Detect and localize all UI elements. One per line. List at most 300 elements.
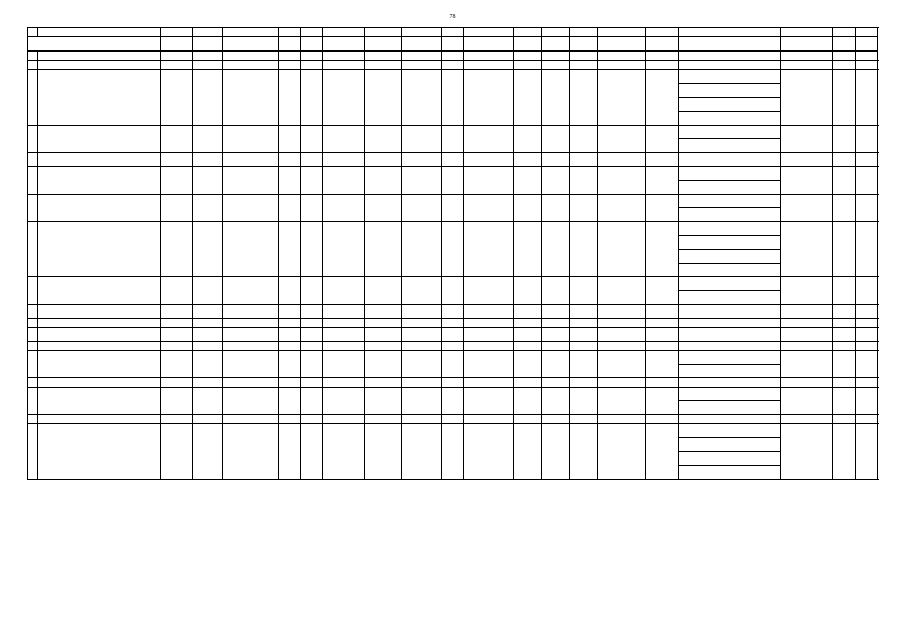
other-funds bbox=[646, 166, 679, 194]
local-funds bbox=[570, 277, 598, 305]
owners-funds bbox=[598, 318, 646, 327]
work-blank bbox=[781, 51, 833, 60]
stage-count bbox=[833, 424, 856, 479]
entrances bbox=[301, 387, 323, 415]
year-built bbox=[161, 166, 193, 194]
total-cost bbox=[464, 318, 514, 327]
row-number bbox=[28, 415, 38, 424]
owners-funds bbox=[598, 125, 646, 153]
subtotal-total bbox=[464, 37, 514, 51]
federal-funds bbox=[514, 153, 542, 167]
owners-funds bbox=[598, 70, 646, 125]
total-area bbox=[323, 424, 365, 479]
work-type bbox=[679, 465, 781, 479]
row-number bbox=[28, 70, 38, 125]
total-cost bbox=[464, 350, 514, 378]
wall-material-blank bbox=[193, 61, 223, 70]
local-funds bbox=[570, 70, 598, 125]
address bbox=[38, 222, 161, 277]
work-type bbox=[679, 139, 781, 153]
wall-material-blank bbox=[193, 415, 223, 424]
residents bbox=[442, 28, 464, 37]
work-type bbox=[679, 318, 781, 327]
nonresidential-area bbox=[365, 222, 402, 277]
residential-area bbox=[402, 318, 442, 327]
work-type bbox=[679, 125, 781, 139]
entrances bbox=[301, 415, 323, 424]
work-type bbox=[679, 327, 781, 341]
owners-funds bbox=[598, 61, 646, 70]
other-funds bbox=[646, 61, 679, 70]
owners-funds bbox=[598, 28, 646, 37]
total-cost bbox=[464, 424, 514, 479]
wall-material bbox=[223, 28, 279, 37]
subtotal-dash bbox=[223, 37, 279, 51]
total-cost bbox=[464, 277, 514, 305]
row-number bbox=[28, 277, 38, 305]
other-funds bbox=[646, 350, 679, 378]
total-cost bbox=[464, 222, 514, 277]
work-type bbox=[679, 350, 781, 364]
table-row bbox=[28, 153, 878, 167]
wall-material bbox=[223, 415, 279, 424]
table-row bbox=[28, 350, 878, 364]
address bbox=[38, 341, 161, 350]
work-type bbox=[679, 424, 781, 438]
work-type bbox=[679, 438, 781, 452]
work-blank bbox=[781, 28, 833, 37]
total-area bbox=[323, 341, 365, 350]
total-area bbox=[323, 415, 365, 424]
nonresidential-area bbox=[365, 153, 402, 167]
regional-funds bbox=[542, 387, 570, 415]
residential-area bbox=[402, 387, 442, 415]
work-blank bbox=[781, 70, 833, 125]
local-funds bbox=[570, 51, 598, 60]
floors bbox=[279, 166, 301, 194]
work-blank bbox=[781, 415, 833, 424]
entrances bbox=[301, 28, 323, 37]
federal-funds bbox=[514, 341, 542, 350]
floors bbox=[279, 61, 301, 70]
total-cost bbox=[464, 125, 514, 153]
total-cost bbox=[464, 153, 514, 167]
federal-funds bbox=[514, 222, 542, 277]
floors bbox=[279, 378, 301, 387]
completion-date bbox=[856, 378, 878, 387]
completion-date bbox=[856, 125, 878, 153]
entrances bbox=[301, 222, 323, 277]
work-blank bbox=[781, 318, 833, 327]
address bbox=[38, 350, 161, 378]
nonresidential-area bbox=[365, 28, 402, 37]
total-area bbox=[323, 222, 365, 277]
address bbox=[38, 194, 161, 222]
regional-funds bbox=[542, 378, 570, 387]
address bbox=[38, 166, 161, 194]
local-funds bbox=[570, 28, 598, 37]
federal-funds bbox=[514, 166, 542, 194]
work-blank bbox=[781, 341, 833, 350]
other-funds bbox=[646, 304, 679, 318]
completion-date bbox=[856, 304, 878, 318]
work-blank bbox=[781, 327, 833, 341]
work-type bbox=[679, 194, 781, 208]
regional-funds bbox=[542, 424, 570, 479]
work-type bbox=[679, 61, 781, 70]
row-number bbox=[28, 51, 38, 60]
year-built bbox=[161, 194, 193, 222]
stage-count bbox=[833, 277, 856, 305]
owners-funds bbox=[598, 341, 646, 350]
wall-material-blank bbox=[193, 350, 223, 378]
total-area bbox=[323, 153, 365, 167]
total-area bbox=[323, 51, 365, 60]
work-type bbox=[679, 111, 781, 125]
address bbox=[38, 415, 161, 424]
completion-date bbox=[856, 350, 878, 378]
nonresidential-area bbox=[365, 424, 402, 479]
work-type bbox=[679, 208, 781, 222]
completion-date bbox=[856, 318, 878, 327]
work-blank bbox=[781, 424, 833, 479]
residents bbox=[442, 153, 464, 167]
row-number bbox=[28, 318, 38, 327]
other-funds bbox=[646, 222, 679, 277]
row-number bbox=[28, 194, 38, 222]
work-blank bbox=[781, 125, 833, 153]
subtotal-works-dash bbox=[679, 37, 781, 51]
work-blank bbox=[781, 304, 833, 318]
subtotal-dash bbox=[301, 37, 323, 51]
local-funds bbox=[570, 61, 598, 70]
year-built bbox=[161, 222, 193, 277]
floors bbox=[279, 194, 301, 222]
subtotal-tail-dash bbox=[856, 37, 878, 51]
other-funds bbox=[646, 194, 679, 222]
entrances bbox=[301, 327, 323, 341]
work-type bbox=[679, 166, 781, 180]
work-type bbox=[679, 84, 781, 98]
residents bbox=[442, 166, 464, 194]
other-funds bbox=[646, 277, 679, 305]
nonresidential-area bbox=[365, 304, 402, 318]
residents bbox=[442, 61, 464, 70]
regional-funds bbox=[542, 341, 570, 350]
regional-funds bbox=[542, 125, 570, 153]
wall-material-blank bbox=[193, 222, 223, 277]
wall-material bbox=[223, 70, 279, 125]
completion-date bbox=[856, 28, 878, 37]
work-type bbox=[679, 222, 781, 236]
wall-material bbox=[223, 378, 279, 387]
local-funds bbox=[570, 318, 598, 327]
completion-date bbox=[856, 222, 878, 277]
wall-material-blank bbox=[193, 277, 223, 305]
row-number bbox=[28, 304, 38, 318]
stage-count bbox=[833, 61, 856, 70]
table-row bbox=[28, 70, 878, 84]
residential-area bbox=[402, 222, 442, 277]
residents bbox=[442, 327, 464, 341]
total-area bbox=[323, 28, 365, 37]
subtotal-people bbox=[442, 37, 464, 51]
other-funds bbox=[646, 378, 679, 387]
address bbox=[38, 304, 161, 318]
completion-date bbox=[856, 341, 878, 350]
other-funds bbox=[646, 70, 679, 125]
local-funds bbox=[570, 341, 598, 350]
regional-funds bbox=[542, 70, 570, 125]
completion-date bbox=[856, 327, 878, 341]
local-funds bbox=[570, 125, 598, 153]
wall-material-blank bbox=[193, 424, 223, 479]
table-row bbox=[28, 222, 878, 236]
owners-funds bbox=[598, 277, 646, 305]
wall-material bbox=[223, 194, 279, 222]
other-funds bbox=[646, 125, 679, 153]
wall-material bbox=[223, 424, 279, 479]
year-built bbox=[161, 378, 193, 387]
regional-funds bbox=[542, 153, 570, 167]
owners-funds bbox=[598, 415, 646, 424]
total-area bbox=[323, 125, 365, 153]
residential-area bbox=[402, 28, 442, 37]
federal-funds bbox=[514, 424, 542, 479]
subtotal-row bbox=[28, 37, 878, 51]
owners-funds bbox=[598, 166, 646, 194]
local-funds bbox=[570, 415, 598, 424]
completion-date bbox=[856, 277, 878, 305]
table-row bbox=[28, 61, 878, 70]
federal-funds bbox=[514, 28, 542, 37]
federal-funds bbox=[514, 304, 542, 318]
local-funds bbox=[570, 166, 598, 194]
work-type bbox=[679, 28, 781, 37]
residential-area bbox=[402, 51, 442, 60]
table-row bbox=[28, 166, 878, 180]
owners-funds bbox=[598, 387, 646, 415]
total-area bbox=[323, 194, 365, 222]
owners-funds bbox=[598, 304, 646, 318]
year-built bbox=[161, 318, 193, 327]
stage-count bbox=[833, 222, 856, 277]
work-type bbox=[679, 452, 781, 466]
address bbox=[38, 61, 161, 70]
row-number bbox=[28, 387, 38, 415]
local-funds bbox=[570, 153, 598, 167]
wall-material-blank bbox=[193, 51, 223, 60]
residents bbox=[442, 350, 464, 378]
residential-area bbox=[402, 341, 442, 350]
address bbox=[38, 387, 161, 415]
table-row bbox=[28, 51, 878, 60]
subtotal-nonres bbox=[365, 37, 402, 51]
stage-count bbox=[833, 341, 856, 350]
local-funds bbox=[570, 304, 598, 318]
completion-date bbox=[856, 194, 878, 222]
residents bbox=[442, 318, 464, 327]
row-number bbox=[28, 28, 38, 37]
residents bbox=[442, 277, 464, 305]
wall-material bbox=[223, 51, 279, 60]
residents bbox=[442, 304, 464, 318]
completion-date bbox=[856, 166, 878, 194]
regional-funds bbox=[542, 277, 570, 305]
subtotal-other bbox=[646, 37, 679, 51]
entrances bbox=[301, 153, 323, 167]
nonresidential-area bbox=[365, 277, 402, 305]
stage-count bbox=[833, 378, 856, 387]
row-number bbox=[28, 378, 38, 387]
total-cost bbox=[464, 51, 514, 60]
floors bbox=[279, 424, 301, 479]
floors bbox=[279, 277, 301, 305]
owners-funds bbox=[598, 194, 646, 222]
owners-funds bbox=[598, 153, 646, 167]
local-funds bbox=[570, 222, 598, 277]
subtotal-loc bbox=[570, 37, 598, 51]
total-cost bbox=[464, 378, 514, 387]
total-cost bbox=[464, 194, 514, 222]
address bbox=[38, 424, 161, 479]
nonresidential-area bbox=[365, 327, 402, 341]
year-built bbox=[161, 61, 193, 70]
year-built bbox=[161, 277, 193, 305]
subtotal-area bbox=[323, 37, 365, 51]
table-row bbox=[28, 327, 878, 341]
subtotal-stage bbox=[833, 37, 856, 51]
address bbox=[38, 327, 161, 341]
total-cost bbox=[464, 61, 514, 70]
residential-area bbox=[402, 304, 442, 318]
other-funds bbox=[646, 153, 679, 167]
other-funds bbox=[646, 51, 679, 60]
total-area bbox=[323, 166, 365, 194]
address bbox=[38, 378, 161, 387]
year-built bbox=[161, 415, 193, 424]
completion-date bbox=[856, 61, 878, 70]
work-type bbox=[679, 70, 781, 84]
other-funds bbox=[646, 327, 679, 341]
regional-funds bbox=[542, 194, 570, 222]
local-funds bbox=[570, 350, 598, 378]
entrances bbox=[301, 277, 323, 305]
year-built bbox=[161, 28, 193, 37]
other-funds bbox=[646, 318, 679, 327]
row-number bbox=[28, 166, 38, 194]
work-type bbox=[679, 235, 781, 249]
wall-material-blank bbox=[193, 378, 223, 387]
table-row bbox=[28, 277, 878, 291]
federal-funds bbox=[514, 51, 542, 60]
residents bbox=[442, 415, 464, 424]
federal-funds bbox=[514, 350, 542, 378]
wall-material-blank bbox=[193, 70, 223, 125]
nonresidential-area bbox=[365, 318, 402, 327]
federal-funds bbox=[514, 70, 542, 125]
work-blank bbox=[781, 61, 833, 70]
row-number bbox=[28, 327, 38, 341]
work-type bbox=[679, 51, 781, 60]
subtotal-dash bbox=[161, 37, 193, 51]
floors bbox=[279, 341, 301, 350]
table-row bbox=[28, 378, 878, 387]
local-funds bbox=[570, 327, 598, 341]
residential-area bbox=[402, 277, 442, 305]
work-type bbox=[679, 180, 781, 194]
nonresidential-area bbox=[365, 378, 402, 387]
completion-date bbox=[856, 387, 878, 415]
residential-area bbox=[402, 378, 442, 387]
stage-count bbox=[833, 51, 856, 60]
total-area bbox=[323, 327, 365, 341]
completion-date bbox=[856, 70, 878, 125]
wall-material-blank bbox=[193, 166, 223, 194]
stage-count bbox=[833, 350, 856, 378]
entrances bbox=[301, 304, 323, 318]
table-row bbox=[28, 28, 878, 37]
address bbox=[38, 70, 161, 125]
subtotal-dash bbox=[279, 37, 301, 51]
row-number bbox=[28, 61, 38, 70]
floors bbox=[279, 125, 301, 153]
residents bbox=[442, 51, 464, 60]
entrances bbox=[301, 70, 323, 125]
entrances bbox=[301, 166, 323, 194]
total-area bbox=[323, 70, 365, 125]
year-built bbox=[161, 51, 193, 60]
regional-funds bbox=[542, 318, 570, 327]
floors bbox=[279, 318, 301, 327]
entrances bbox=[301, 194, 323, 222]
completion-date bbox=[856, 153, 878, 167]
wall-material bbox=[223, 166, 279, 194]
wall-material-blank bbox=[193, 28, 223, 37]
other-funds bbox=[646, 415, 679, 424]
regional-funds bbox=[542, 222, 570, 277]
residents bbox=[442, 70, 464, 125]
entrances bbox=[301, 424, 323, 479]
wall-material-blank bbox=[193, 341, 223, 350]
table-row bbox=[28, 194, 878, 208]
total-cost bbox=[464, 327, 514, 341]
wall-material bbox=[223, 350, 279, 378]
wall-material-blank bbox=[193, 153, 223, 167]
residential-area bbox=[402, 415, 442, 424]
work-blank bbox=[781, 350, 833, 378]
residents bbox=[442, 387, 464, 415]
table-row bbox=[28, 304, 878, 318]
work-blank bbox=[781, 222, 833, 277]
nonresidential-area bbox=[365, 125, 402, 153]
entrances bbox=[301, 51, 323, 60]
work-type bbox=[679, 249, 781, 263]
regional-funds bbox=[542, 327, 570, 341]
nonresidential-area bbox=[365, 70, 402, 125]
row-number bbox=[28, 350, 38, 378]
other-funds bbox=[646, 341, 679, 350]
completion-date bbox=[856, 424, 878, 479]
work-type bbox=[679, 153, 781, 167]
total-area bbox=[323, 387, 365, 415]
work-type bbox=[679, 304, 781, 318]
owners-funds bbox=[598, 350, 646, 378]
residential-area bbox=[402, 166, 442, 194]
federal-funds bbox=[514, 125, 542, 153]
floors bbox=[279, 70, 301, 125]
residents bbox=[442, 222, 464, 277]
